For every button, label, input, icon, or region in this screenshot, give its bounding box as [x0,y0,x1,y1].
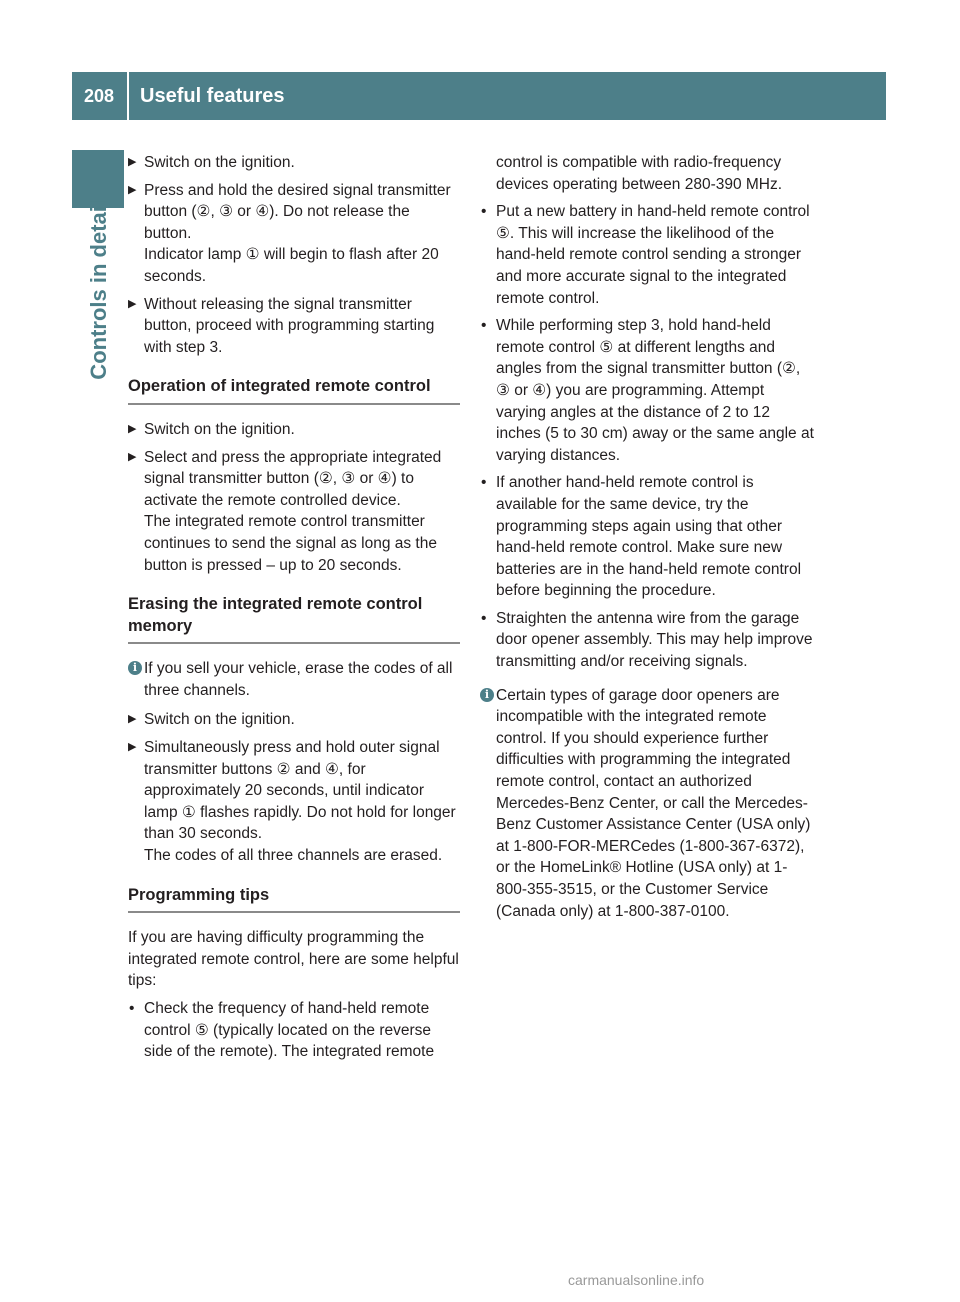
section-heading-operation: Operation of integrated remote control [128,376,460,405]
page-title: Useful features [140,84,285,107]
info-icon: i [128,661,142,675]
tip-item: • If another hand-held remote control is available for the same device, try the programming steps again using that other hand-held remote control. Make sure new batteries are in the hand-held remote control before beginning the procedure. [481,474,802,600]
step-item: ▶ Press and hold the desired signal transmitter button (②, ③ or ④). Do not release the button. Indicator lamp ① will begin to flash after 20 seconds. [128,181,451,285]
step-item: ▶ Simultaneously press and hold outer signal transmitter buttons ② and ④, for approximately 20 seconds, until indicator lamp ① flashes rapidly. Do not hold for longer than 30 seconds. The codes of all three channels are erased. [128,739,456,865]
tip-continuation: control is compatible with radio-frequency devices operating between 280-390 MHz. [496,154,783,193]
step-arrow-icon: ▶ [128,713,137,726]
side-tab-label: Controls in detail [86,200,111,380]
step-arrow-icon: ▶ [128,156,137,168]
section-heading-tips: Programming tips [128,885,460,914]
step-item: ▶ Select and press the appropriate integrated signal transmitter button (②, ③ or ④) to activate the remote controlled device. The integrated remote control transmitter continues to send the signal as long as the button is pressed – up to 20 seconds. [128,448,442,574]
tip-item: • Straighten the antenna wire from the garage door opener assembly. This may help improve transmitting and/or receiving signals. [481,609,813,671]
tips-intro: If you are having difficulty programming the integrated remote control, here are some helpful tips: [128,929,459,990]
tip-item: • While performing step 3, hold hand-held remote control ⑤ at different lengths and angles from the signal transmitter button (②, ③ or ④) you are programming. Attempt varying angles at the distance of 2 to 12 inches (5 to 30 cm) away or the same angle at varying distances. [481,317,814,464]
left-column [128,152,460,1069]
watermark[interactable]: carmanualsonline.info [568,1272,705,1288]
section-heading-erasing: Erasing the integrated remote control memory [128,594,460,644]
step-item: ▶ Switch on the ignition. [128,419,460,441]
bullet-dot-icon: • [481,203,487,221]
step-arrow-icon: ▶ [128,297,137,310]
step-item: ▶ Without releasing the signal transmitter button, proceed with programming starting with step 3. [128,295,435,356]
step-arrow-icon: ▶ [128,183,137,196]
step-arrow-icon: ▶ [128,741,137,754]
info-note: i Certain types of garage door openers are incompatible with the integrated remote control. If you should experience further difficulties with programming the integrated remote control, contact an authorized Mercedes-Benz Center, or call the Mercedes-Benz Customer Assistance Center (USA only) at 1-800-FOR-MERCedes (1-800-367-6372), or the HomeLink® Hotline (USA only) at 1-800-355-3515, or the Customer Service (Canada only) at 1-800-387-0100. [480,685,814,923]
tip-item: • Put a new battery in hand-held remote control ⑤. This will increase the likelihood of the hand-held remote control sending a stronger and more accurate signal to the integrated remote control. [481,203,810,307]
bullet-dot-icon: • [481,474,487,492]
bullet-dot-icon: • [481,609,487,627]
info-icon: i [480,688,494,702]
step-item: ▶ Switch on the ignition. [128,152,460,174]
right-column [480,152,814,930]
step-item: ▶ Switch on the ignition. [128,709,460,731]
bullet-dot-icon: • [129,1000,135,1017]
step-arrow-icon: ▶ [128,422,137,435]
page-number: 208 [83,85,115,106]
step-arrow-icon: ▶ [128,450,137,463]
header-divider [127,72,129,120]
tip-item: • Check the frequency of hand-held remote control ⑤ (typically located on the reverse side of the remote). The integrated remote [129,1000,435,1061]
info-note: i If you sell your vehicle, erase the codes of all three channels. [128,658,460,701]
bullet-dot-icon: • [481,317,487,335]
